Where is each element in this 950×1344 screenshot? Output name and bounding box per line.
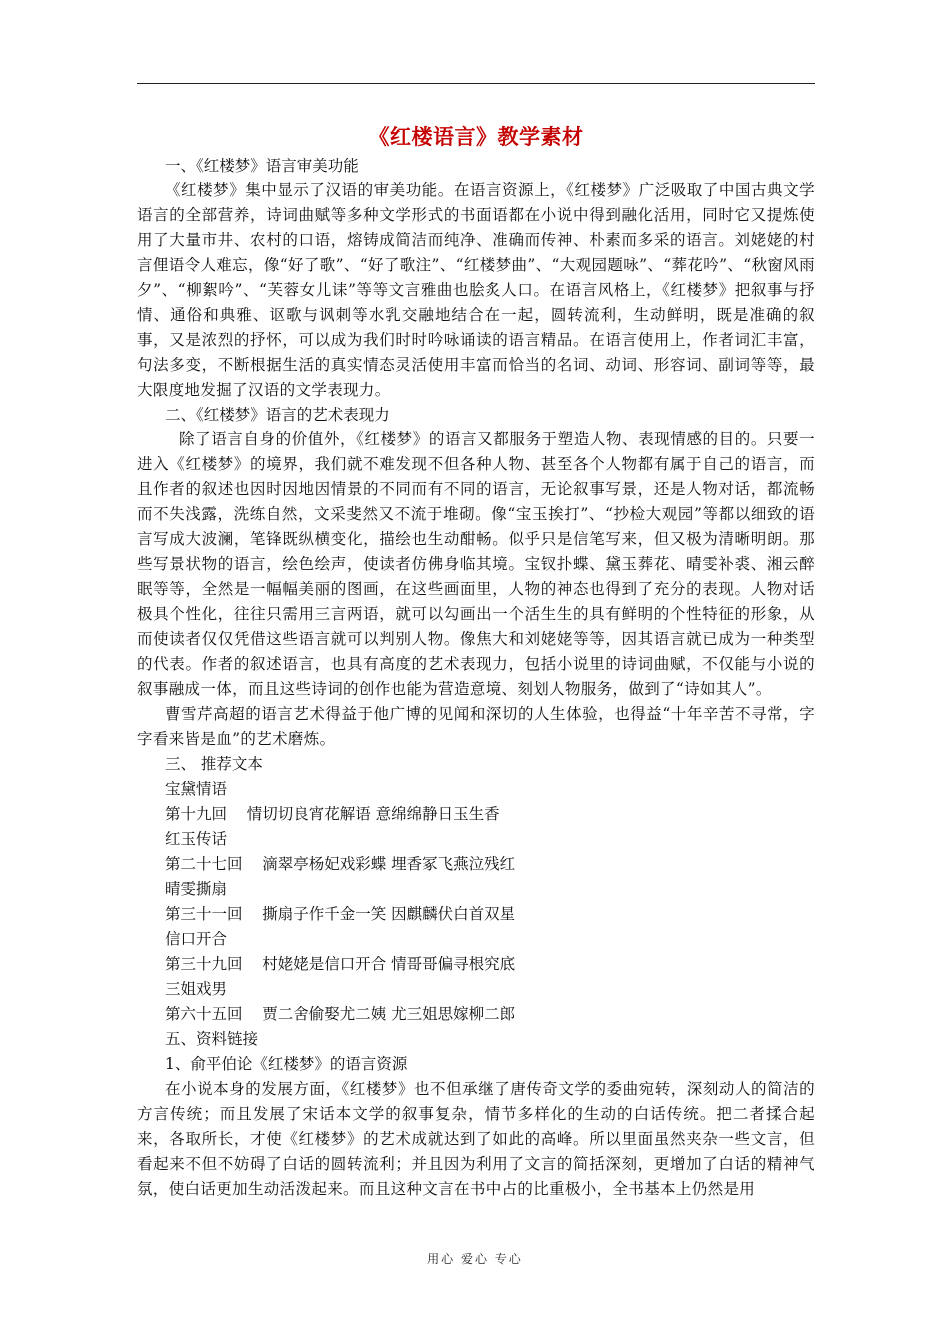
recommended-text-item: 第十九回 情切切良宵花解语 意绵绵静日玉生香 xyxy=(165,805,500,823)
recommended-text-item: 信口开合 xyxy=(165,930,228,948)
recommended-text-item: 第三十九回 村姥姥是信口开合 情哥哥偏寻根究底 xyxy=(165,955,516,973)
recommended-text-item: 宝黛情语 xyxy=(165,780,228,798)
page-footer: 用心 爱心 专心 xyxy=(427,1252,523,1266)
document-body xyxy=(137,122,815,1202)
recommended-text-item: 晴雯撕扇 xyxy=(165,880,228,898)
recommended-text-item: 第二十七回 滴翠亭杨妃戏彩蝶 埋香冢飞燕泣残红 xyxy=(165,855,516,873)
section-3-heading: 三、 推荐文本 xyxy=(165,755,263,773)
section-2-heading: 二、《红楼梦》语言的艺术表现力 xyxy=(165,406,390,424)
recommended-text-item: 红玉传话 xyxy=(165,830,228,848)
recommended-text-item: 第六十五回 贾二舍偷娶尤二姨 尤三姐思嫁柳二郎 xyxy=(165,1005,516,1023)
section-5-paragraph: 在小说本身的发展方面，《红楼梦》也不但承继了唐传奇文学的委曲宛转，深刻动人的简洁的方言传统；而且发展了宋话本文学的叙事复杂，情节多样化的生动的白话传统。把二者揉合起来，各取所长，才使《红楼梦》的艺术成就达到了如此的高峰。所以里面虽然夹杂一些文言，但看起来不但不妨碍了白话的圆转流利；并且因为利用了文言的简括深刻，更增加了白话的精神气氛，使白话更加生动活泼起来。而且这种文言在书中占的比重极小，全书基本上仍然是用 xyxy=(137,1080,815,1198)
recommended-text-item: 第三十一回 撕扇子作千金一笑 因麒麟伏白首双星 xyxy=(165,905,516,923)
section-5-heading: 五、资料链接 xyxy=(165,1030,259,1048)
section-1-paragraph: 《红楼梦》集中显示了汉语的审美功能。在语言资源上，《红楼梦》广泛吸取了中国古典文学语言的全部营养，诗词曲赋等多种文学形式的书面语都在小说中得到融化活用，同时它又提炼使用了大量市井、农村的口语，熔铸成简洁而纯净、准确而传神、朴素而多采的语言。刘姥姥的村言俚语令人难忘，像“好了歌”、“好了歌注”、“红楼梦曲”、“大观园题咏”、“葬花吟”、“秋窗风雨夕”、“柳絮吟”、“芙蓉女儿诔”等等文言雅曲也脍炙人口。在语言风格上，《红楼梦》把叙事与抒情、通俗和典雅、讴歌与讽刺等水乳交融地结合在一起，圆转流利，生动鲜明，既是准确的叙事，又是浓烈的抒怀，可以成为我们时时吟咏诵读的语言精品。在语言使用上，作者词汇丰富，句法多变，不断根据生活的真实情态灵活使用丰富而恰当的名词、动词、形容词、副词等等，最大限度地发掘了汉语的文学表现力。 xyxy=(137,181,815,399)
recommended-text-item: 三姐戏男 xyxy=(165,980,228,998)
header-rule xyxy=(137,83,815,84)
document-title: 《红楼语言》教学素材 xyxy=(368,124,584,149)
section-5-subheading: 1、俞平伯论《红楼梦》的语言资源 xyxy=(165,1055,408,1073)
section-1-heading: 一、《红楼梦》语言审美功能 xyxy=(165,157,359,175)
section-2-paragraph-1: 除了语言自身的价值外，《红楼梦》的语言又都服务于塑造人物、表现情感的目的。只要一进入《红楼梦》的境界，我们就不难发现不但各种人物、甚至各个人物都有属于自己的语言，而且作者的叙述也因时因地因情景的不同而有不同的语言，无论叙事写景，还是人物对话，都流畅而不失浅露，洗练自然，文采斐然又不流于堆砌。像“宝玉挨打”、“抄检大观园”等都以细致的语言写成大波澜，笔锋既纵横变化，描绘也生动酣畅。似乎只是信笔写来，但又极为清晰明朗。那些写景状物的语言，绘色绘声，使读者仿佛身临其境。宝钗扑蝶、黛玉葬花、晴雯补裘、湘云醉眠等等，全然是一幅幅美丽的图画，在这些画面里，人物的神态也得到了充分的表现。人物对话极具个性化，往往只需用三言两语，就可以勾画出一个活生生的具有鲜明的个性特征的形象，从而使读者仅仅凭借这些语言就可以判别人物。像焦大和刘姥姥等等，因其语言就已成为一种类型的代表。作者的叙述语言，也具有高度的艺术表现力，包括小说里的诗词曲赋，不仅能与小说的叙事融成一体，而且这些诗词的创作也能为营造意境、刻划人物服务，做到了“诗如其人”。 xyxy=(137,430,815,698)
section-2-paragraph-2: 曹雪芹高超的语言艺术得益于他广博的见闻和深切的人生体验，也得益“十年辛苦不寻常，字字看来皆是血”的艺术磨炼。 xyxy=(137,705,815,748)
